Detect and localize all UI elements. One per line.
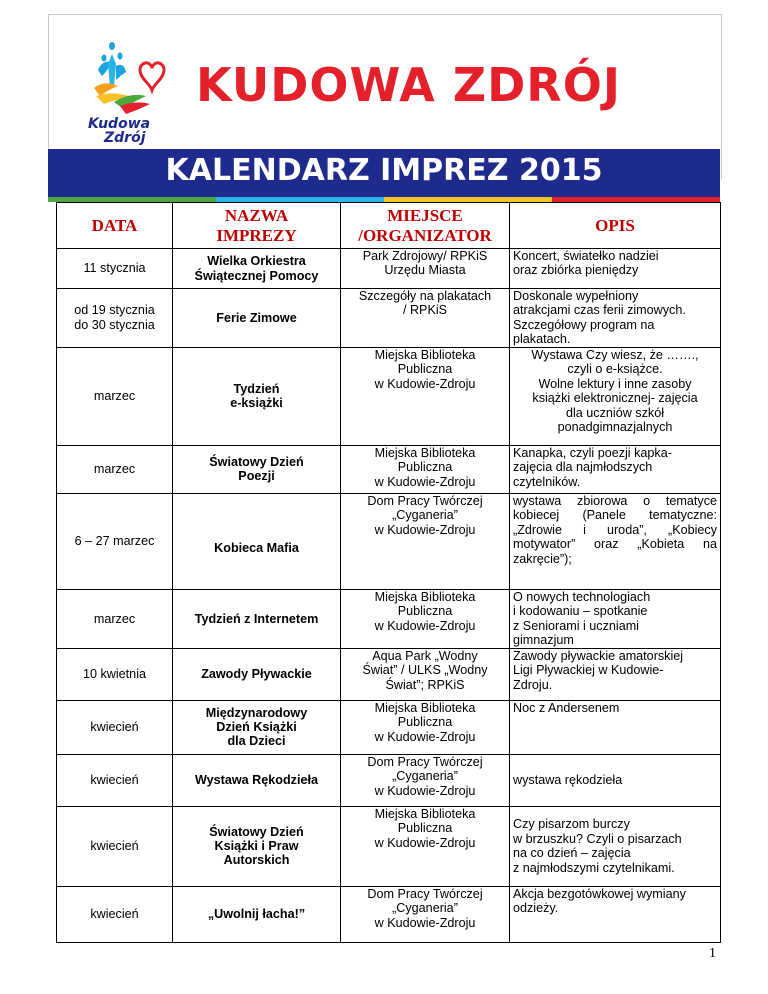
event-place: Miejska Biblioteka Publiczna w Kudowie-Zdroju — [374, 700, 476, 744]
event-place: Szczegóły na plakatach / RPKiS — [358, 289, 492, 318]
event-name: Światowy Dzień Książki i Praw Autorskich — [209, 824, 304, 868]
event-date: marzec — [93, 611, 136, 626]
column-header-name: NAZWA IMPREZY — [216, 205, 297, 245]
event-description: Noc z Andersenem — [513, 700, 620, 715]
event-name: Wystawa Rękodzieła — [195, 773, 318, 788]
event-date: 6 – 27 marzec — [74, 534, 155, 549]
event-name: Międzynarodowy Dzień Książki dla Dzieci — [205, 705, 308, 749]
event-name: Ferie Zimowe — [216, 310, 297, 325]
event-place: Miejska Biblioteka Publiczna w Kudowie-Zdroju — [374, 806, 476, 850]
event-place: Park Zdrojowy/ RPKiS Urzędu Miasta — [362, 249, 488, 278]
event-date: 11 stycznia — [83, 261, 146, 276]
event-description: Zawody pływackie amatorskiej Ligi Pływackiej w Kudowie- Zdroju. — [513, 648, 684, 692]
events-table — [56, 202, 721, 943]
event-date: marzec — [93, 462, 136, 477]
event-description: Kanapka, czyli poezji kapka- zajęcia dla najmłodszych czytelników. — [513, 445, 672, 489]
column-header-description: OPIS — [595, 215, 635, 235]
column-header-place: MIEJSCE /ORGANIZATOR — [358, 205, 492, 245]
table-row — [57, 249, 721, 289]
event-date: 10 kwietnia — [82, 667, 146, 682]
table-row — [57, 589, 721, 648]
event-name: Wielka Orkiestra Świątecznej Pomocy — [194, 254, 319, 283]
table-row — [57, 754, 721, 806]
column-header-date: DATA — [91, 215, 138, 235]
table-row — [57, 648, 721, 700]
event-description: Akcja bezgotówkowej wymiany odzieży. — [513, 886, 686, 916]
event-description: Doskonale wypełniony atrakcjami czas ferii zimowych. Szczegółowy program na plakatach. — [513, 289, 686, 347]
title-banner — [48, 149, 720, 197]
table-row — [57, 347, 721, 445]
event-place: Miejska Biblioteka Publiczna w Kudowie-Zdroju — [374, 347, 476, 391]
event-name: Tydzień z Internetem — [194, 611, 319, 626]
table-row — [57, 806, 721, 886]
page-number: 1 — [709, 946, 716, 961]
event-date: kwiecień — [90, 773, 139, 788]
event-date: kwiecień — [90, 839, 139, 854]
logo-text-2: Zdrój — [104, 130, 146, 146]
event-description: Wystawa Czy wiesz, że ……., czyli o e-książce. Wolne lektury i inne zasoby książki elektronicznej- zajęcia dla uczniów szkół ponadgimnazjalnych — [531, 347, 699, 435]
event-name: „Uwolnij łacha!” — [207, 907, 306, 922]
event-description: wystawa zbiorowa o tematyce kobiecej (Panele tematyczne: „Zdrowie i uroda”, „Kobiecy motywator” oraz „Kobieta na zakręcie”); — [513, 493, 717, 566]
table-row — [57, 700, 721, 754]
brand-title: KUDOWA ZDRÓJ — [196, 58, 621, 112]
table-row — [57, 886, 721, 942]
event-date: kwiecień — [90, 720, 139, 735]
event-description: Czy pisarzom burczy w brzuszku? Czyli o pisarzach na co dzień – zajęcia z najmłodszymi czytelnikami. — [513, 817, 682, 875]
table-header-row — [57, 203, 721, 249]
event-name: Tydzień e-książki — [230, 381, 283, 411]
event-description: wystawa rękodzieła — [513, 773, 623, 788]
event-place: Dom Pracy Twórczej „Cyganeria” w Kudowie-Zdroju — [367, 493, 483, 537]
event-place: Dom Pracy Twórczej „Cyganeria” w Kudowie-Zdroju — [367, 754, 483, 798]
event-name: Kobieca Mafia — [214, 541, 299, 556]
event-date: od 19 stycznia do 30 stycznia — [74, 303, 155, 332]
banner-title: KALENDARZ IMPREZ 2015 — [165, 153, 603, 188]
table-row — [57, 493, 721, 589]
kudowa-zdroj-logo — [74, 36, 184, 146]
event-place: Dom Pracy Twórczej „Cyganeria” w Kudowie-Zdroju — [367, 886, 483, 930]
event-date: kwiecień — [90, 907, 139, 922]
event-place: Miejska Biblioteka Publiczna w Kudowie-Zdroju — [374, 589, 476, 633]
event-place: Aqua Park „Wodny Świat” / ULKS „Wodny Świat”; RPKiS — [362, 648, 488, 692]
event-place: Miejska Biblioteka Publiczna w Kudowie-Zdroju — [374, 445, 476, 489]
logo-text-1: Kudowa — [88, 116, 151, 132]
event-date: marzec — [93, 389, 136, 404]
table-row — [57, 289, 721, 348]
event-name: Światowy Dzień Poezji — [209, 454, 304, 484]
table-row — [57, 445, 721, 493]
event-description: Koncert, światełko nadziei oraz zbiórka pieniędzy — [513, 249, 659, 278]
event-name: Zawody Pływackie — [201, 667, 312, 682]
event-description: O nowych technologiach i kodowaniu – spotkanie z Seniorami i uczniami gimnazjum — [513, 589, 651, 648]
